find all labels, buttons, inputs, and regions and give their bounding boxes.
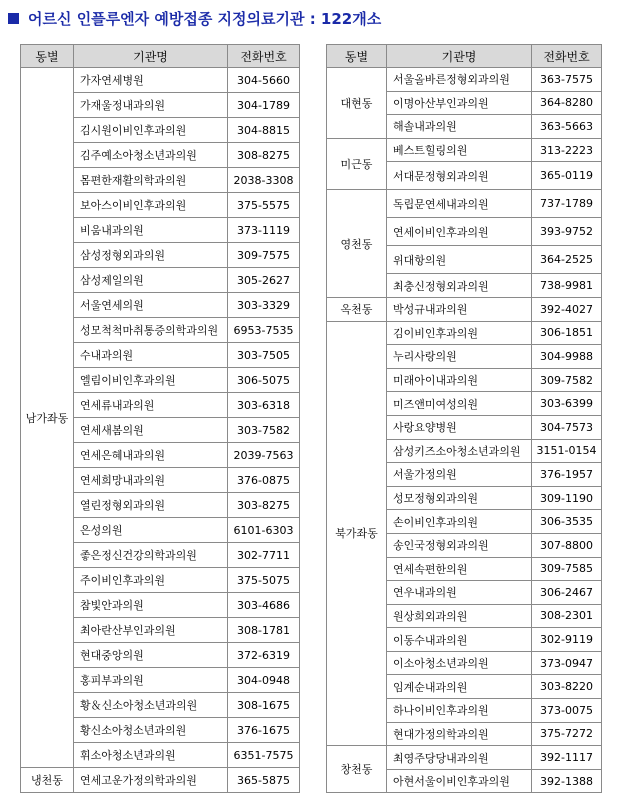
table-row — [327, 321, 602, 345]
clinic-name-cell: 연세새봄의원 — [74, 418, 228, 443]
header-dong: 동별 — [21, 45, 74, 68]
page-title — [8, 6, 381, 30]
clinic-name-cell: 연세고운가정의학과의원 — [74, 768, 228, 793]
phone-cell: 3151-0154 — [532, 439, 602, 463]
table-row — [327, 68, 602, 92]
phone-cell: 308-1781 — [228, 618, 300, 643]
phone-cell: 304-1789 — [228, 93, 300, 118]
phone-cell: 6351-7575 — [228, 743, 300, 768]
clinic-name-cell: 비움내과의원 — [74, 218, 228, 243]
clinic-name-cell: 베스트힐링의원 — [387, 138, 532, 162]
phone-cell: 737-1789 — [532, 190, 602, 218]
phone-cell: 308-8275 — [228, 143, 300, 168]
table-row — [21, 68, 300, 93]
clinic-name-cell: 이소아청소년과의원 — [387, 651, 532, 675]
dong-cell: 옥천동 — [327, 297, 387, 321]
phone-cell: 304-7573 — [532, 415, 602, 439]
clinic-name-cell: 임계순내과의원 — [387, 675, 532, 699]
clinic-name-cell: 미래아이내과의원 — [387, 368, 532, 392]
dong-cell: 대현동 — [327, 68, 387, 139]
phone-cell: 373-0947 — [532, 651, 602, 675]
clinic-table-right — [326, 44, 602, 793]
phone-cell: 303-6318 — [228, 393, 300, 418]
clinic-name-cell: 연세은혜내과의원 — [74, 443, 228, 468]
clinic-name-cell: 이명아산부인과의원 — [387, 91, 532, 115]
table-row — [327, 190, 602, 218]
clinic-name-cell: 연세류내과의원 — [74, 393, 228, 418]
clinic-name-cell: 해솔내과의원 — [387, 115, 532, 139]
phone-cell: 304-0948 — [228, 668, 300, 693]
table-header-row — [21, 45, 300, 68]
clinic-name-cell: 송인국정형외과의원 — [387, 533, 532, 557]
phone-cell: 364-2525 — [532, 246, 602, 274]
clinic-name-cell: 김주예소아청소년과의원 — [74, 143, 228, 168]
clinic-name-cell: 성모척척마취통증의학과의원 — [74, 318, 228, 343]
phone-cell: 304-9988 — [532, 345, 602, 369]
clinic-name-cell: 황신소아청소년과의원 — [74, 718, 228, 743]
clinic-name-cell: 수내과의원 — [74, 343, 228, 368]
square-bullet-icon — [8, 13, 19, 24]
phone-cell: 303-3329 — [228, 293, 300, 318]
header-name: 기관명 — [74, 45, 228, 68]
clinic-name-cell: 서울가정의원 — [387, 463, 532, 487]
phone-cell: 309-1190 — [532, 486, 602, 510]
clinic-name-cell: 최충신정형외과의원 — [387, 274, 532, 298]
clinic-name-cell: 현대가정의학과의원 — [387, 722, 532, 746]
clinic-name-cell: 휘소아청소년과의원 — [74, 743, 228, 768]
clinic-name-cell: 열린정형외과의원 — [74, 493, 228, 518]
phone-cell: 2039-7563 — [228, 443, 300, 468]
clinic-name-cell: 독립문연세내과의원 — [387, 190, 532, 218]
clinic-name-cell: 엘림이비인후과의원 — [74, 368, 228, 393]
phone-cell: 375-5075 — [228, 568, 300, 593]
clinic-name-cell: 황＆신소아청소년과의원 — [74, 693, 228, 718]
page-title-text: 어르신 인플루엔자 예방접종 지정의료기관 : 122개소 — [28, 9, 382, 28]
clinic-name-cell: 미즈앤미여성의원 — [387, 392, 532, 416]
phone-cell: 375-5575 — [228, 193, 300, 218]
clinic-name-cell: 연세이비인후과의원 — [387, 218, 532, 246]
dong-cell: 남가좌동 — [21, 68, 74, 768]
clinic-name-cell: 원상희외과의원 — [387, 604, 532, 628]
phone-cell: 738-9981 — [532, 274, 602, 298]
dong-cell: 냉천동 — [21, 768, 74, 793]
clinic-name-cell: 삼성키즈소아청소년과의원 — [387, 439, 532, 463]
phone-cell: 6101-6303 — [228, 518, 300, 543]
phone-cell: 2038-3308 — [228, 168, 300, 193]
phone-cell: 393-9752 — [532, 218, 602, 246]
dong-cell: 창천동 — [327, 746, 387, 793]
phone-cell: 376-1675 — [228, 718, 300, 743]
phone-cell: 303-8275 — [228, 493, 300, 518]
clinic-name-cell: 몸편한재활의학과의원 — [74, 168, 228, 193]
header-dong: 동별 — [327, 45, 387, 68]
table-header-row — [327, 45, 602, 68]
table-row — [327, 746, 602, 770]
phone-cell: 306-1851 — [532, 321, 602, 345]
clinic-name-cell: 연우내과의원 — [387, 581, 532, 605]
clinic-name-cell: 연세희망내과의원 — [74, 468, 228, 493]
header-tel: 전화번호 — [228, 45, 300, 68]
phone-cell: 305-2627 — [228, 268, 300, 293]
clinic-name-cell: 참빛안과의원 — [74, 593, 228, 618]
clinic-name-cell: 홍피부과의원 — [74, 668, 228, 693]
phone-cell: 309-7582 — [532, 368, 602, 392]
clinic-name-cell: 성모정형외과의원 — [387, 486, 532, 510]
phone-cell: 303-7582 — [228, 418, 300, 443]
phone-cell: 309-7575 — [228, 243, 300, 268]
dong-cell: 영천동 — [327, 190, 387, 298]
clinic-name-cell: 연세속편한의원 — [387, 557, 532, 581]
phone-cell: 302-7711 — [228, 543, 300, 568]
phone-cell: 6953-7535 — [228, 318, 300, 343]
phone-cell: 375-7272 — [532, 722, 602, 746]
clinic-name-cell: 최영주당당내과의원 — [387, 746, 532, 770]
phone-cell: 303-4686 — [228, 593, 300, 618]
phone-cell: 373-1119 — [228, 218, 300, 243]
phone-cell: 304-5660 — [228, 68, 300, 93]
clinic-name-cell: 가자연세병원 — [74, 68, 228, 93]
header-name: 기관명 — [387, 45, 532, 68]
clinic-name-cell: 서울연세의원 — [74, 293, 228, 318]
phone-cell: 302-9119 — [532, 628, 602, 652]
phone-cell: 307-8800 — [532, 533, 602, 557]
clinic-name-cell: 은성의원 — [74, 518, 228, 543]
phone-cell: 306-3535 — [532, 510, 602, 534]
clinic-name-cell: 위대항의원 — [387, 246, 532, 274]
dong-cell: 미근동 — [327, 138, 387, 190]
phone-cell: 376-1957 — [532, 463, 602, 487]
phone-cell: 303-7505 — [228, 343, 300, 368]
phone-cell: 303-6399 — [532, 392, 602, 416]
phone-cell: 306-5075 — [228, 368, 300, 393]
phone-cell: 392-4027 — [532, 297, 602, 321]
clinic-name-cell: 서울올바른정형외과의원 — [387, 68, 532, 92]
clinic-name-cell: 삼성제일의원 — [74, 268, 228, 293]
phone-cell: 303-8220 — [532, 675, 602, 699]
phone-cell: 365-0119 — [532, 162, 602, 190]
phone-cell: 306-2467 — [532, 581, 602, 605]
clinic-table-left — [20, 44, 300, 793]
phone-cell: 376-0875 — [228, 468, 300, 493]
phone-cell: 308-2301 — [532, 604, 602, 628]
phone-cell: 364-8280 — [532, 91, 602, 115]
clinic-name-cell: 아현서울이비인후과의원 — [387, 769, 532, 793]
phone-cell: 392-1117 — [532, 746, 602, 770]
clinic-name-cell: 서대문정형외과의원 — [387, 162, 532, 190]
clinic-name-cell: 사랑요양병원 — [387, 415, 532, 439]
clinic-name-cell: 현대중앙의원 — [74, 643, 228, 668]
clinic-name-cell: 가재울정내과의원 — [74, 93, 228, 118]
phone-cell: 309-7585 — [532, 557, 602, 581]
phone-cell: 363-7575 — [532, 68, 602, 92]
dong-cell: 북가좌동 — [327, 321, 387, 746]
phone-cell: 365-5875 — [228, 768, 300, 793]
phone-cell: 363-5663 — [532, 115, 602, 139]
clinic-name-cell: 하나이비인후과의원 — [387, 699, 532, 723]
clinic-name-cell: 손이비인후과의원 — [387, 510, 532, 534]
phone-cell: 373-0075 — [532, 699, 602, 723]
clinic-name-cell: 삼성정형외과의원 — [74, 243, 228, 268]
clinic-name-cell: 누리사랑의원 — [387, 345, 532, 369]
table-row — [21, 768, 300, 793]
clinic-name-cell: 김이비인후과의원 — [387, 321, 532, 345]
clinic-name-cell: 최아란산부인과의원 — [74, 618, 228, 643]
clinic-name-cell: 보아스이비인후과의원 — [74, 193, 228, 218]
phone-cell: 313-2223 — [532, 138, 602, 162]
phone-cell: 308-1675 — [228, 693, 300, 718]
header-tel: 전화번호 — [532, 45, 602, 68]
clinic-name-cell: 박성규내과의원 — [387, 297, 532, 321]
table-row — [327, 138, 602, 162]
clinic-name-cell: 주이비인후과의원 — [74, 568, 228, 593]
phone-cell: 392-1388 — [532, 769, 602, 793]
phone-cell: 372-6319 — [228, 643, 300, 668]
clinic-name-cell: 이동수내과의원 — [387, 628, 532, 652]
clinic-name-cell: 김시원이비인후과의원 — [74, 118, 228, 143]
clinic-name-cell: 좋은정신건강의학과의원 — [74, 543, 228, 568]
phone-cell: 304-8815 — [228, 118, 300, 143]
table-row — [327, 297, 602, 321]
